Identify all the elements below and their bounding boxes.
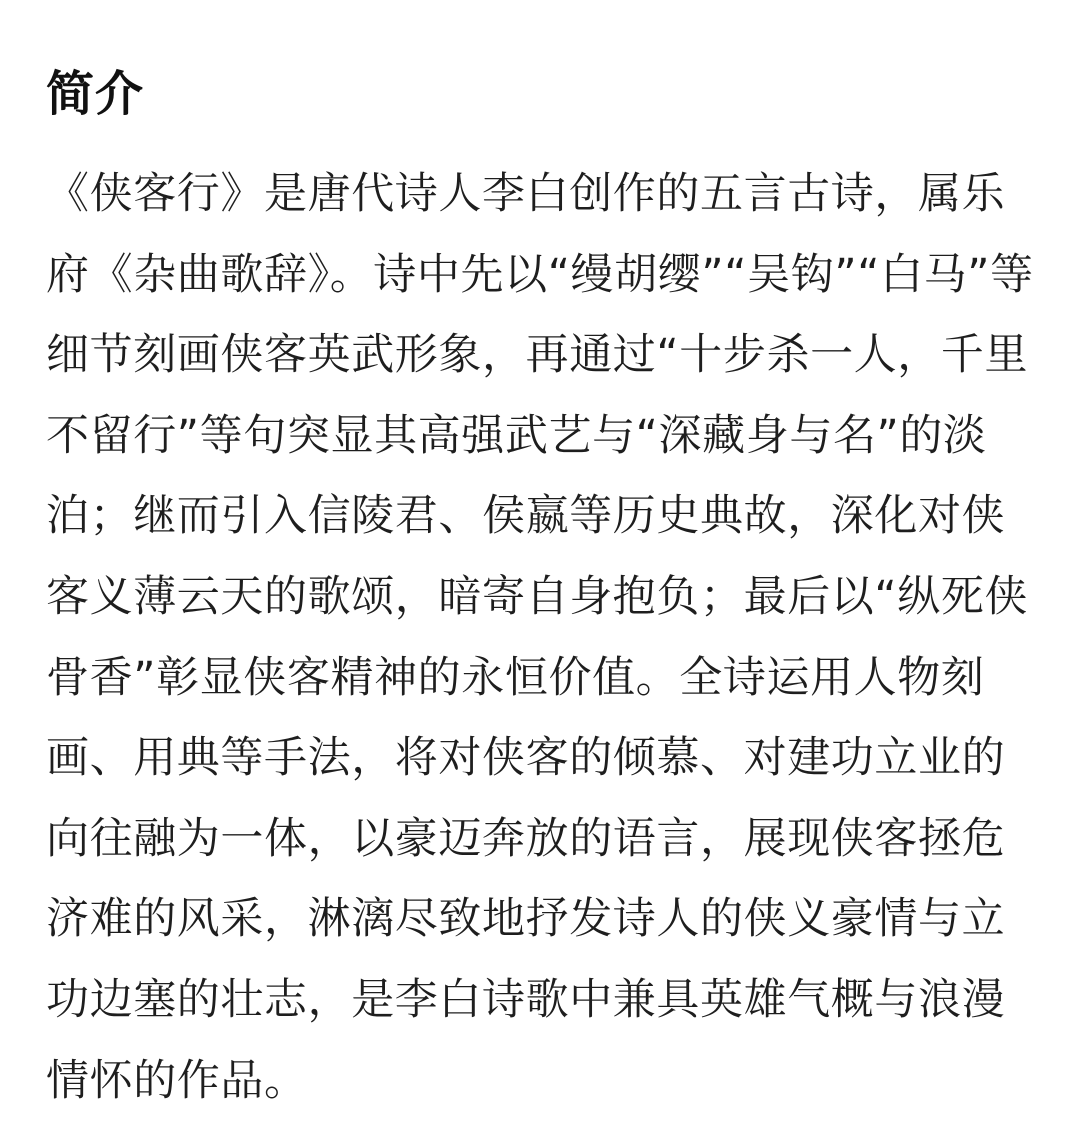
intro-paragraph: 《侠客行》是唐代诗人李白创作的五言古诗，属乐府《杂曲歌辞》。诗中先以“缦胡缨”“吴钩”“白马”等细节刻画侠客英武形象，再通过“十步杀一人，千里不留行”等句突显其高强武艺与“深藏身与名”的淡泊；继而引入信陵君、侯嬴等历史典故，深化对侠客义薄云天的歌颂，暗寄自身抱负；最后以“纵死侠骨香”彰显侠客精神的永恒价值。全诗运用人物刻画、用典等手法，将对侠客的倾慕、对建功立业的向往融为一体，以豪迈奔放的语言，展现侠客拯危济难的风采，淋漓尽致地抒发诗人的侠义豪情与立功边塞的壮志，是李白诗歌中兼具英雄气概与浪漫情怀的作品。 (46, 169, 1034, 1106)
section-title: 简介 (46, 66, 145, 122)
